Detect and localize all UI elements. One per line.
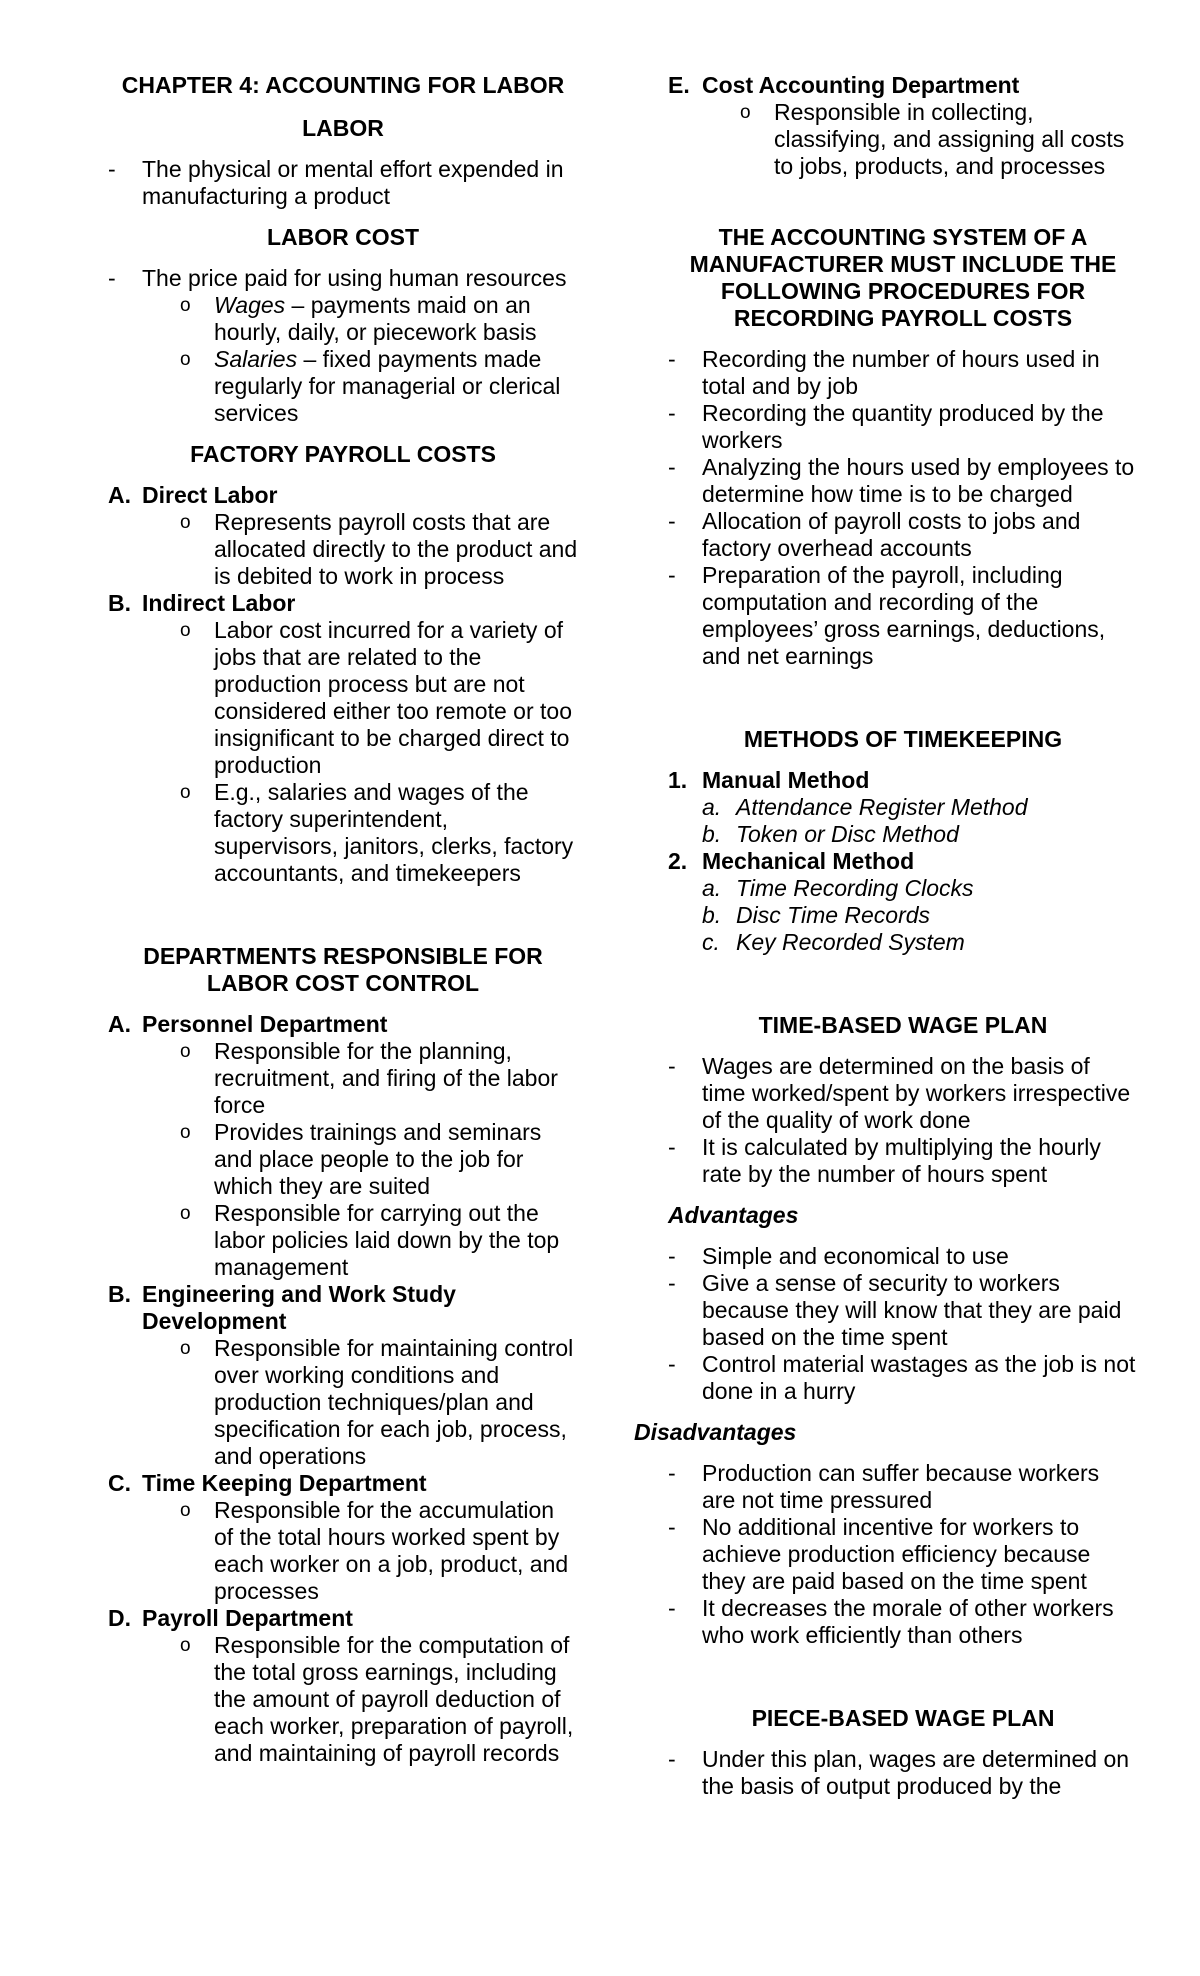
dash-list-item bbox=[668, 400, 1138, 454]
list-marker: 1. bbox=[668, 767, 688, 793]
list-marker: o bbox=[740, 102, 751, 123]
lettered-heading bbox=[108, 1281, 578, 1335]
lettered-heading bbox=[108, 482, 578, 509]
item-text: Recording the number of hours used in total and by job bbox=[702, 346, 1100, 399]
dash-list-item bbox=[668, 562, 1138, 670]
list-marker: A. bbox=[108, 1011, 131, 1037]
list-marker: b. bbox=[702, 902, 722, 928]
dash-list-item bbox=[668, 1351, 1138, 1405]
section-heading bbox=[108, 224, 578, 251]
item-text: Payroll Department bbox=[142, 1605, 353, 1631]
item-text: METHODS OF TIMEKEEPING bbox=[743, 726, 1063, 752]
dash-list-item bbox=[108, 265, 578, 292]
lettered-heading bbox=[668, 72, 1138, 99]
dash-list-item bbox=[668, 1243, 1138, 1270]
item-text: Allocation of payroll costs to jobs and factory overhead accounts bbox=[702, 508, 1081, 561]
item-text: Responsible for the planning, recruitment, and firing of the labor force bbox=[214, 1038, 558, 1118]
item-text: It decreases the morale of other workers who work efficiently than others bbox=[702, 1595, 1114, 1648]
list-marker: C. bbox=[108, 1470, 131, 1496]
item-text: Disadvantages bbox=[634, 1419, 797, 1445]
bullet-list-item bbox=[180, 346, 578, 427]
list-marker: o bbox=[180, 1203, 191, 1224]
bullet-list-item bbox=[180, 1632, 578, 1767]
list-marker: o bbox=[180, 1122, 191, 1143]
list-marker: E. bbox=[668, 72, 690, 98]
list-marker: 2. bbox=[668, 848, 688, 874]
right-column bbox=[634, 72, 1138, 1800]
list-marker: o bbox=[180, 349, 191, 370]
list-marker: - bbox=[668, 1270, 676, 1296]
dash-list-item bbox=[668, 1595, 1138, 1649]
list-marker: a. bbox=[702, 794, 722, 820]
item-text: Responsible in collecting, classifying, and assigning all costs to jobs, products, and processes bbox=[774, 99, 1125, 179]
bullet-list-item bbox=[180, 1335, 578, 1470]
list-marker: o bbox=[180, 620, 191, 641]
section-heading bbox=[668, 726, 1138, 753]
item-text: Responsible for carrying out the labor policies laid down by the top management bbox=[214, 1200, 560, 1280]
item-text: Indirect Labor bbox=[142, 590, 296, 616]
list-marker: - bbox=[668, 346, 676, 372]
dash-list-item bbox=[668, 508, 1138, 562]
item-text: DEPARTMENTS RESPONSIBLE FOR LABOR COST CONTROL bbox=[143, 943, 543, 996]
dash-list-item bbox=[668, 1053, 1138, 1134]
item-text: Provides trainings and seminars and place people to the job for which they are suited bbox=[214, 1119, 542, 1199]
list-marker: - bbox=[668, 1134, 676, 1160]
bullet-list-item bbox=[180, 1200, 578, 1281]
item-text: Salaries – fixed payments made regularly for managerial or clerical services bbox=[214, 346, 561, 426]
dash-list-item bbox=[668, 346, 1138, 400]
dash-list-item bbox=[668, 1270, 1138, 1351]
item-text: Time Recording Clocks bbox=[736, 875, 974, 901]
list-marker: - bbox=[668, 1243, 676, 1269]
list-marker: o bbox=[180, 295, 191, 316]
list-marker: o bbox=[180, 1041, 191, 1062]
lettered-heading bbox=[108, 1470, 578, 1497]
lettered-heading bbox=[108, 590, 578, 617]
list-marker: - bbox=[668, 454, 676, 480]
list-marker: o bbox=[180, 1338, 191, 1359]
item-text: Recording the quantity produced by the workers bbox=[702, 400, 1104, 453]
bullet-list-item bbox=[740, 99, 1138, 180]
item-text: Advantages bbox=[668, 1202, 799, 1228]
dash-list-item bbox=[668, 1460, 1138, 1514]
item-text: Personnel Department bbox=[142, 1011, 388, 1037]
item-text: TIME-BASED WAGE PLAN bbox=[758, 1012, 1048, 1038]
item-text: Responsible for maintaining control over working conditions and production techniques/plan and specification for each job, process, and operations bbox=[214, 1335, 574, 1469]
item-text: Manual Method bbox=[702, 767, 870, 793]
item-text: THE ACCOUNTING SYSTEM OF A MANUFACTURER MUST INCLUDE THE FOLLOWING PROCEDURES FOR RECORDING PAYROLL COSTS bbox=[689, 224, 1117, 331]
dash-list-item bbox=[668, 1134, 1138, 1188]
dash-list-item bbox=[108, 156, 578, 210]
list-marker: - bbox=[668, 562, 676, 588]
item-text: Analyzing the hours used by employees to determine how time is to be charged bbox=[702, 454, 1135, 507]
sub-list-item bbox=[702, 821, 1138, 848]
list-marker: o bbox=[180, 1500, 191, 1521]
list-marker: - bbox=[668, 400, 676, 426]
item-text: Mechanical Method bbox=[702, 848, 915, 874]
list-marker: - bbox=[668, 508, 676, 534]
item-text: Token or Disc Method bbox=[736, 821, 959, 847]
section-heading bbox=[668, 224, 1138, 332]
item-text: PIECE-BASED WAGE PLAN bbox=[751, 1705, 1055, 1731]
list-marker: - bbox=[668, 1053, 676, 1079]
bullet-list-item bbox=[180, 1119, 578, 1200]
sub-list-item bbox=[702, 875, 1138, 902]
item-text: No additional incentive for workers to achieve production efficiency because they are paid based on the time spent bbox=[702, 1514, 1091, 1594]
numbered-heading bbox=[668, 767, 1138, 794]
list-marker: - bbox=[108, 265, 116, 291]
list-marker: B. bbox=[108, 590, 131, 616]
list-marker: - bbox=[668, 1746, 676, 1772]
list-marker: - bbox=[668, 1595, 676, 1621]
item-text: FACTORY PAYROLL COSTS bbox=[190, 441, 496, 467]
item-text: Represents payroll costs that are allocated directly to the product and is debited to work in process bbox=[214, 509, 578, 589]
list-marker: o bbox=[180, 512, 191, 533]
list-marker: c. bbox=[702, 929, 720, 955]
dash-list-item bbox=[668, 1746, 1138, 1800]
list-marker: - bbox=[108, 156, 116, 182]
section-heading bbox=[108, 72, 578, 99]
subsection-label bbox=[634, 1419, 1138, 1446]
item-text: Direct Labor bbox=[142, 482, 278, 508]
item-text: LABOR bbox=[302, 115, 384, 141]
section-heading bbox=[108, 943, 578, 997]
list-marker: b. bbox=[702, 821, 722, 847]
left-column bbox=[108, 72, 578, 1767]
bullet-list-item bbox=[180, 779, 578, 887]
item-text: Wages are determined on the basis of time worked/spent by workers irrespective of the quality of work done bbox=[702, 1053, 1131, 1133]
list-marker: - bbox=[668, 1460, 676, 1486]
list-marker: - bbox=[668, 1514, 676, 1540]
item-text: CHAPTER 4: ACCOUNTING FOR LABOR bbox=[121, 72, 565, 98]
section-heading bbox=[668, 1705, 1138, 1732]
dash-list-item bbox=[668, 1514, 1138, 1595]
list-marker: B. bbox=[108, 1281, 131, 1307]
item-text: Responsible for the computation of the total gross earnings, including the amount of payroll deduction of each worker, preparation of payroll, and maintaining of payroll records bbox=[214, 1632, 574, 1766]
item-text: Cost Accounting Department bbox=[702, 72, 1020, 98]
bullet-list-item bbox=[180, 509, 578, 590]
subsection-label bbox=[668, 1202, 1138, 1229]
item-text: Production can suffer because workers are not time pressured bbox=[702, 1460, 1100, 1513]
item-text: It is calculated by multiplying the hourly rate by the number of hours spent bbox=[702, 1134, 1101, 1187]
list-marker: D. bbox=[108, 1605, 131, 1631]
item-text: Give a sense of security to workers because they will know that they are paid based on the time spent bbox=[702, 1270, 1122, 1350]
item-text: Under this plan, wages are determined on the basis of output produced by the bbox=[702, 1746, 1130, 1799]
bullet-list-item bbox=[180, 1038, 578, 1119]
numbered-heading bbox=[668, 848, 1138, 875]
list-marker: - bbox=[668, 1351, 676, 1377]
bullet-list-item bbox=[180, 292, 578, 346]
bullet-list-item bbox=[180, 617, 578, 779]
item-text: Key Recorded System bbox=[736, 929, 965, 955]
item-text: Wages – payments maid on an hourly, daily, or piecework basis bbox=[214, 292, 537, 345]
item-text: LABOR COST bbox=[266, 224, 420, 250]
dash-list-item bbox=[668, 454, 1138, 508]
lettered-heading bbox=[108, 1605, 578, 1632]
sub-list-item bbox=[702, 929, 1138, 956]
list-marker: o bbox=[180, 1635, 191, 1656]
section-heading bbox=[668, 1012, 1138, 1039]
item-text: Engineering and Work Study Development bbox=[142, 1281, 456, 1334]
item-text: Simple and economical to use bbox=[702, 1243, 1009, 1269]
item-text: Time Keeping Department bbox=[142, 1470, 427, 1496]
item-text: Labor cost incurred for a variety of jobs that are related to the production process but are not considered either too remote or too insignificant to be charged direct to production bbox=[214, 617, 572, 778]
sub-list-item bbox=[702, 794, 1138, 821]
item-text: The price paid for using human resources bbox=[142, 265, 567, 291]
item-text: Disc Time Records bbox=[736, 902, 931, 928]
lettered-heading bbox=[108, 1011, 578, 1038]
list-marker: o bbox=[180, 782, 191, 803]
section-heading bbox=[108, 441, 578, 468]
item-text: Control material wastages as the job is not done in a hurry bbox=[702, 1351, 1136, 1404]
item-text: Preparation of the payroll, including computation and recording of the employees’ gross earnings, deductions, and net earnings bbox=[702, 562, 1106, 669]
item-text: Responsible for the accumulation of the total hours worked spent by each worker on a job, product, and processes bbox=[214, 1497, 569, 1604]
section-heading bbox=[108, 115, 578, 142]
sub-list-item bbox=[702, 902, 1138, 929]
item-text: E.g., salaries and wages of the factory superintendent, supervisors, janitors, clerks, factory accountants, and timekeepers bbox=[214, 779, 574, 886]
item-text: The physical or mental effort expended in manufacturing a product bbox=[142, 156, 564, 209]
item-text: Attendance Register Method bbox=[736, 794, 1028, 820]
bullet-list-item bbox=[180, 1497, 578, 1605]
list-marker: a. bbox=[702, 875, 722, 901]
list-marker: A. bbox=[108, 482, 131, 508]
